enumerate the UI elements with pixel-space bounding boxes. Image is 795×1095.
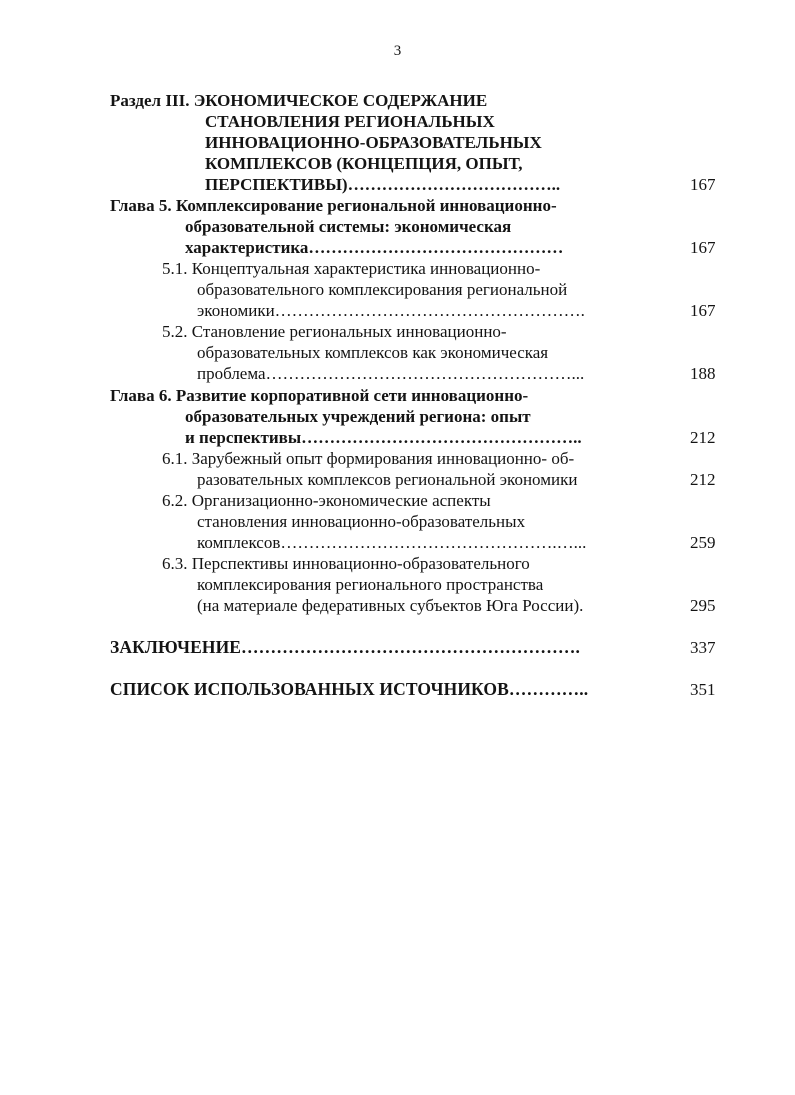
section-6-3-page: 295 [690,596,716,615]
section-5-2-page: 188 [690,364,716,383]
section-6-1-line-2: разовательных комплексов региональной экономики [197,470,578,489]
section-6-3-line-1: 6.3. Перспективы инновационно-образовательного [162,554,530,573]
references-page: 351 [690,680,716,699]
chapter-5-title-line-3: характеристика……………………………………… [185,238,564,257]
chapter-6-title-line-3: и перспективы………………………………………….. [185,428,582,447]
section-6-3-line-2: комплексирования регионального пространства [197,575,544,594]
section-6-3-line-3: (на материале федеративных субъектов Юга России). [197,596,584,615]
section-6-2-page: 259 [690,533,716,552]
section-5-2-line-2: образовательных комплексов как экономическая [197,343,549,362]
chapter-6-page: 212 [690,428,716,447]
section-6-1-page: 212 [690,470,716,489]
section-5-1-line-2: образовательного комплексирования региональной [197,280,568,299]
section-5-2-line-3: проблема………………………………………………... [197,364,585,383]
chapter-6-title-line-2: образовательных учреждений региона: опыт [185,407,531,426]
section-6-1-line-1: 6.1. Зарубежный опыт формирования инновационно- об- [162,449,575,468]
section-5-1-page: 167 [690,301,716,320]
section-6-2-line-1: 6.2. Организационно-экономические аспекты [162,491,491,510]
section-6-2-line-2: становления инновационно-образовательных [197,512,526,531]
conclusion-label: ЗАКЛЮЧЕНИЕ…………………………………………………. [110,637,580,657]
chapter-5-title-line-1: Глава 5. Комплексирование региональной инновационно- [110,196,557,215]
section-3-title-line-5: ПЕРСПЕКТИВЫ)……………………………….. [205,175,561,194]
section-5-2-line-1: 5.2. Становление региональных инновационно- [162,322,507,341]
section-3-title-line-4: КОМПЛЕКСОВ (КОНЦЕПЦИЯ, ОПЫТ, [205,154,523,173]
references-label: СПИСОК ИСПОЛЬЗОВАННЫХ ИСТОЧНИКОВ………….. [110,679,589,699]
chapter-5-page: 167 [690,238,716,257]
section-5-1-line-3: экономики………………………………………………. [197,301,585,320]
page-number: 3 [393,43,402,59]
section-3-page: 167 [690,175,716,194]
chapter-5-title-line-2: образовательной системы: экономическая [185,217,512,236]
section-3-title-line-3: ИННОВАЦИОННО-ОБРАЗОВАТЕЛЬНЫХ [205,133,542,152]
section-3-title-line-2: СТАНОВЛЕНИЯ РЕГИОНАЛЬНЫХ [205,112,495,131]
conclusion-page: 337 [690,638,716,657]
section-3-title-line-1: Раздел III. ЭКОНОМИЧЕСКОЕ СОДЕРЖАНИЕ [110,91,488,110]
section-5-1-line-1: 5.1. Концептуальная характеристика инновационно- [162,259,541,278]
chapter-6-title-line-1: Глава 6. Развитие корпоративной сети инновационно- [110,386,529,405]
section-6-2-line-3: комплексов………………………………………….…... [197,533,587,552]
